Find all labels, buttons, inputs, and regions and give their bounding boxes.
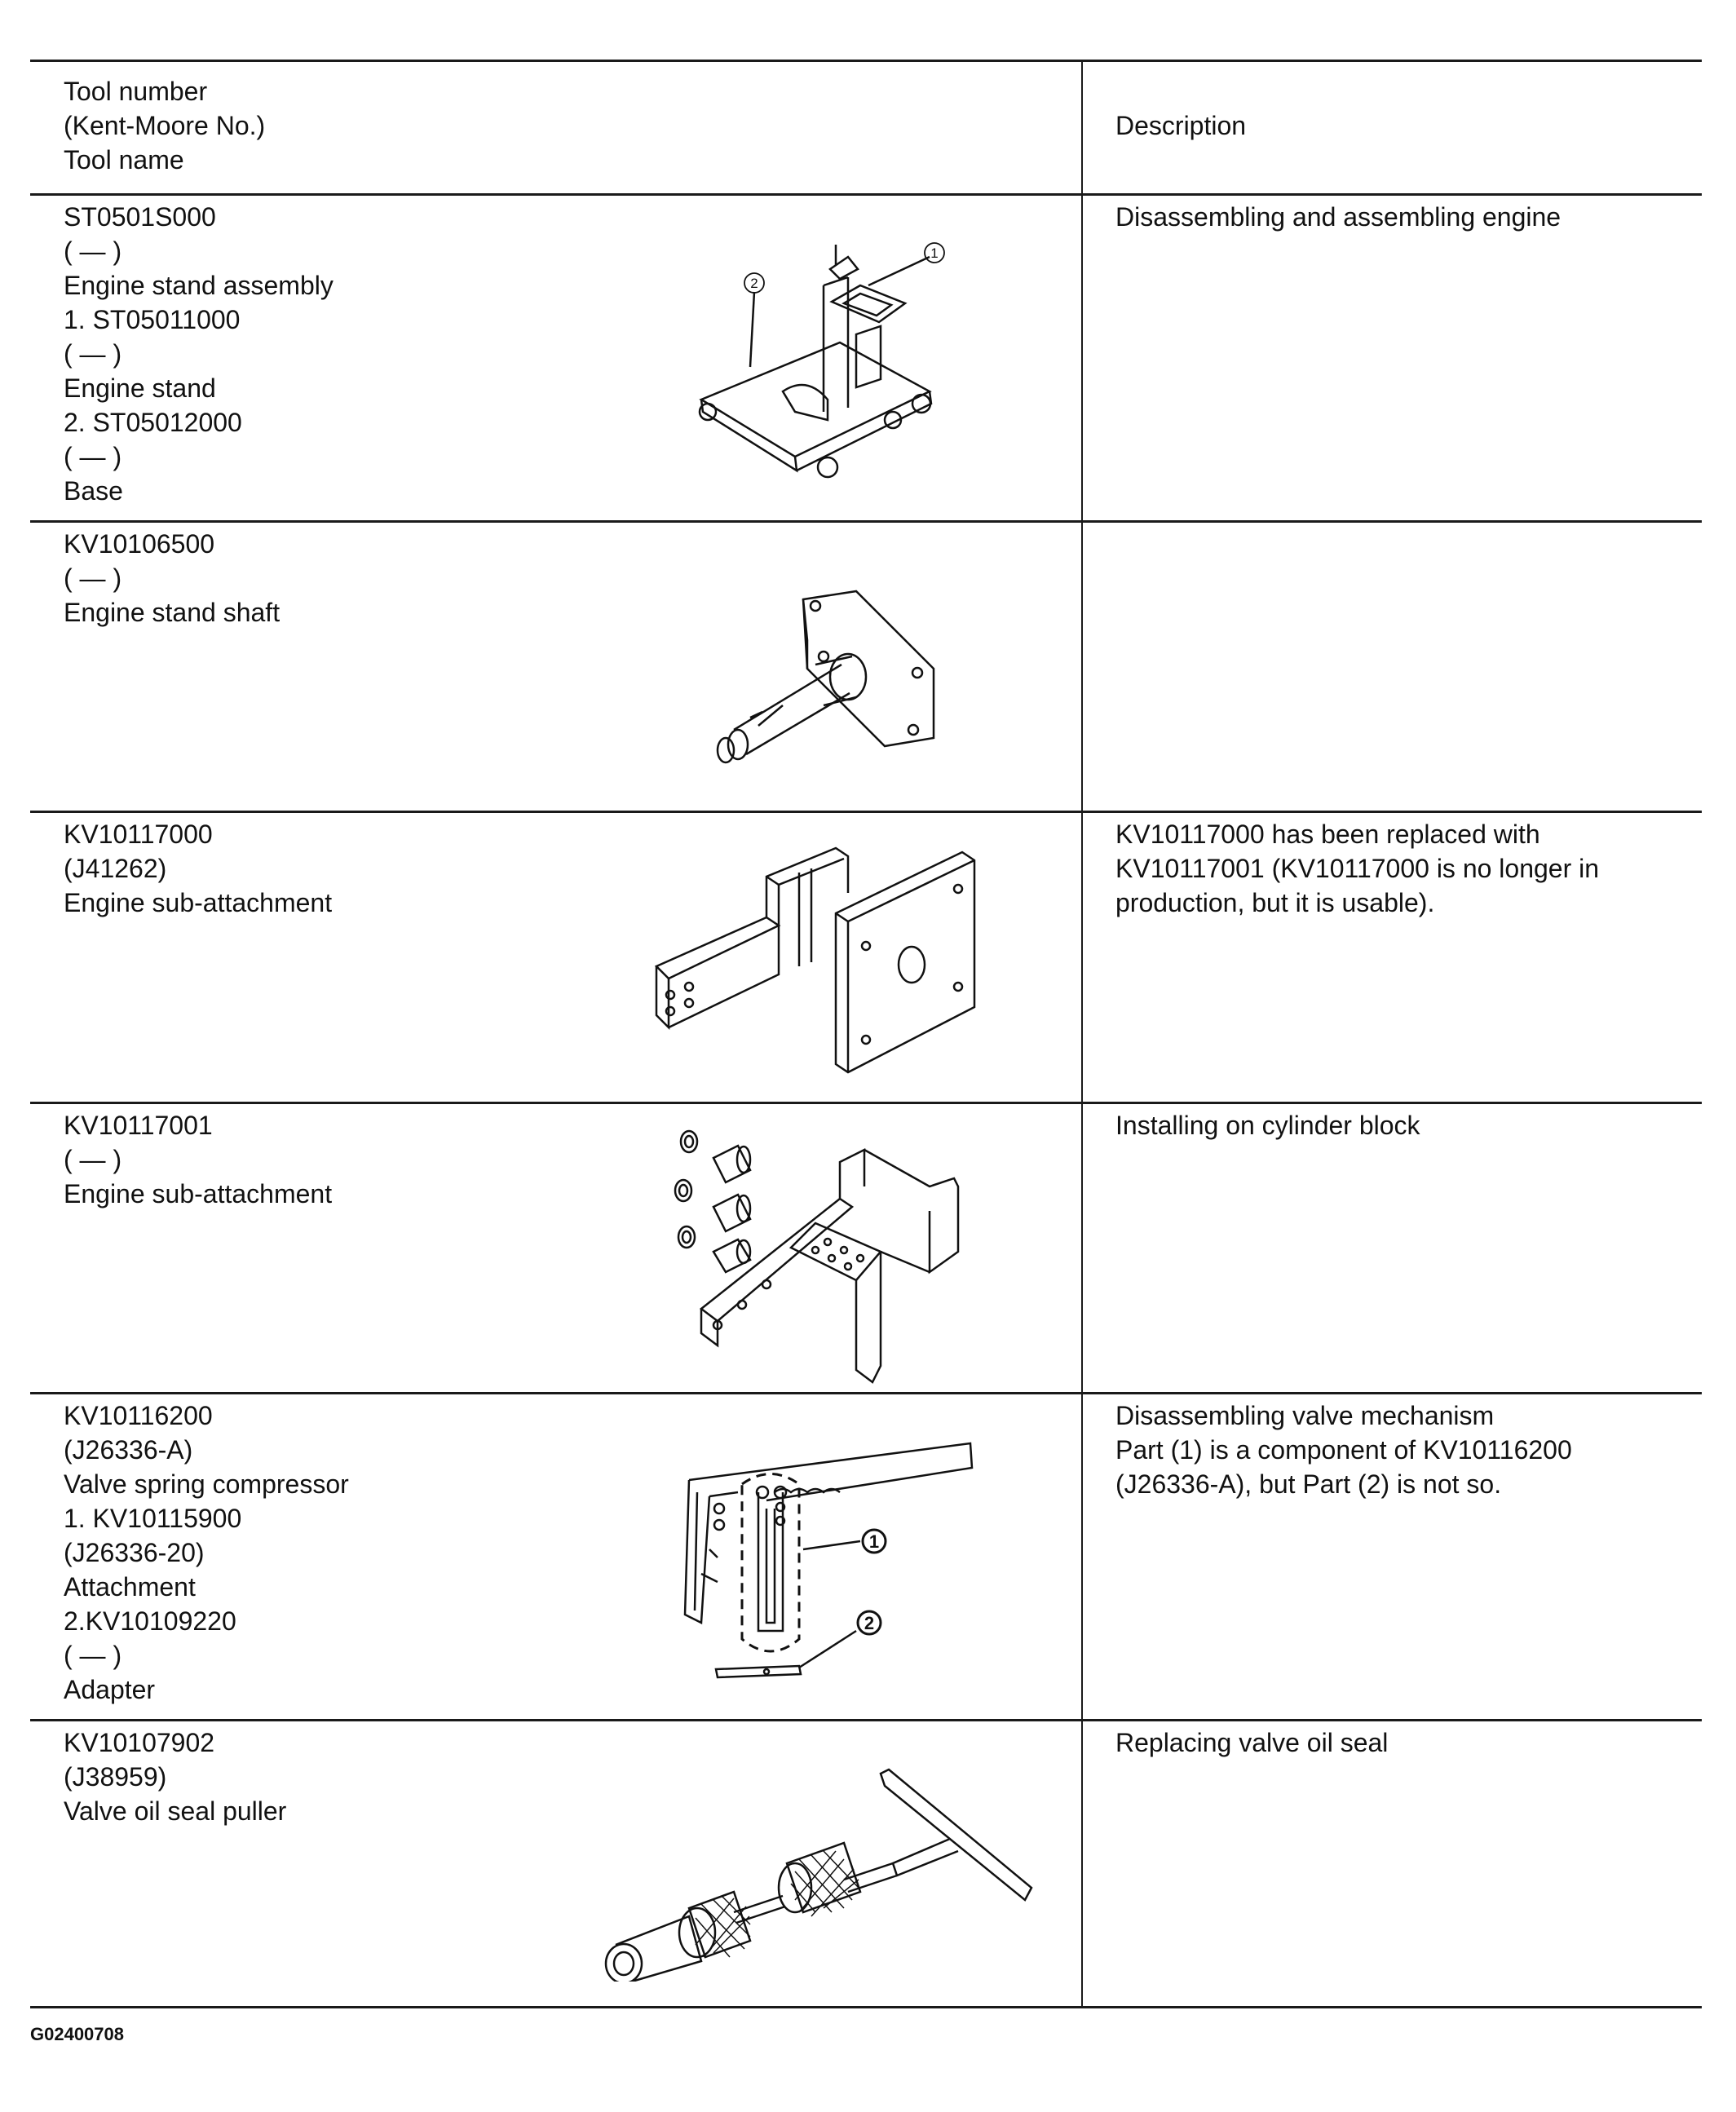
engine-sub-attachment-kit-illustration bbox=[669, 1121, 970, 1390]
tool-line: Engine stand shaft bbox=[64, 598, 280, 627]
callout-1: 1 bbox=[868, 1531, 880, 1552]
column-divider bbox=[1081, 60, 1083, 2008]
tool-line: (J41262) bbox=[64, 854, 167, 883]
tool-line: Engine sub-attachment bbox=[64, 1179, 333, 1208]
description-line: Replacing valve oil seal bbox=[1115, 1728, 1389, 1757]
description-cell bbox=[1115, 200, 1561, 234]
description-line: Disassembling and assembling engine bbox=[1115, 202, 1562, 232]
tool-line: KV10117000 bbox=[64, 820, 213, 849]
description-line: Installing on cylinder block bbox=[1115, 1111, 1420, 1140]
tool-line: Attachment bbox=[64, 1572, 196, 1602]
figure-code: G02400708 bbox=[30, 2024, 124, 2044]
tool-line: Adapter bbox=[64, 1675, 156, 1704]
tool-line: Base bbox=[64, 476, 123, 506]
tool-cell-kv10117000 bbox=[64, 817, 332, 920]
tool-line: 2.KV10109220 bbox=[64, 1606, 236, 1636]
tool-line: 2. ST05012000 bbox=[64, 408, 242, 437]
tool-line: (J38959) bbox=[64, 1762, 167, 1792]
callout-2: 2 bbox=[750, 276, 758, 291]
tool-line: Engine stand assembly bbox=[64, 271, 334, 300]
tool-line: Engine sub-attachment bbox=[64, 888, 333, 917]
row-divider bbox=[30, 1392, 1702, 1394]
engine-stand-shaft-illustration bbox=[701, 583, 946, 771]
description-cell bbox=[1115, 1108, 1420, 1142]
tool-line: Valve oil seal puller bbox=[64, 1796, 287, 1826]
description-line: Part (1) is a component of KV10116200 bbox=[1115, 1435, 1572, 1465]
tool-line: Engine stand bbox=[64, 373, 216, 403]
row-divider bbox=[30, 520, 1702, 523]
tool-cell-kv10117001 bbox=[64, 1108, 332, 1211]
description-cell bbox=[1115, 817, 1599, 920]
engine-sub-attachment-illustration bbox=[652, 844, 987, 1089]
tool-line: KV10116200 bbox=[64, 1401, 213, 1430]
tool-line: (J26336-20) bbox=[64, 1538, 205, 1567]
tool-line: KV10117001 bbox=[64, 1111, 213, 1140]
tool-cell-st0501s000 bbox=[64, 200, 334, 508]
tool-line: 1. KV10115900 bbox=[64, 1504, 242, 1533]
row-divider bbox=[30, 1719, 1702, 1721]
header-line: (Kent-Moore No.) bbox=[64, 111, 266, 140]
tool-line: ( — ) bbox=[64, 442, 122, 471]
tool-line: KV10106500 bbox=[64, 529, 215, 559]
header-line: Tool name bbox=[64, 145, 184, 175]
tool-line: 1. ST05011000 bbox=[64, 305, 241, 334]
tool-line: Valve spring compressor bbox=[64, 1469, 349, 1499]
description-cell bbox=[1115, 1398, 1572, 1501]
header-description: Description bbox=[1115, 111, 1247, 140]
table-top-rule bbox=[30, 60, 1702, 62]
valve-spring-compressor-illustration bbox=[677, 1435, 978, 1688]
description-cell bbox=[1115, 1725, 1388, 1760]
description-line: production, but it is usable). bbox=[1115, 888, 1435, 917]
tool-cell-kv10106500 bbox=[64, 527, 280, 630]
tool-cell-kv10107902 bbox=[64, 1725, 286, 1828]
callout-1: 1 bbox=[930, 245, 939, 261]
row-divider bbox=[30, 1102, 1702, 1104]
tool-line: ( — ) bbox=[64, 1145, 122, 1174]
tool-line: ST0501S000 bbox=[64, 202, 216, 232]
tool-line: ( — ) bbox=[64, 339, 122, 369]
description-line: KV10117001 (KV10117000 is no longer in bbox=[1115, 854, 1600, 883]
header-tool-column bbox=[64, 74, 265, 177]
tool-cell-kv10116200 bbox=[64, 1398, 349, 1707]
tool-line: KV10107902 bbox=[64, 1728, 215, 1757]
row-divider bbox=[30, 811, 1702, 813]
tool-line: ( — ) bbox=[64, 236, 122, 266]
description-line: (J26336-A), but Part (2) is not so. bbox=[1115, 1469, 1502, 1499]
tool-line: ( — ) bbox=[64, 1641, 122, 1670]
table-bottom-rule bbox=[30, 2006, 1702, 2008]
header-bottom-rule bbox=[30, 193, 1702, 196]
engine-stand-illustration bbox=[685, 236, 954, 497]
tool-line: ( — ) bbox=[64, 563, 122, 593]
tool-line: (J26336-A) bbox=[64, 1435, 193, 1465]
callout-2: 2 bbox=[864, 1613, 875, 1633]
valve-oil-seal-puller-illustration bbox=[599, 1761, 1040, 1982]
header-line: Tool number bbox=[64, 77, 208, 106]
description-line: Disassembling valve mechanism bbox=[1115, 1401, 1495, 1430]
description-line: KV10117000 has been replaced with bbox=[1115, 820, 1540, 849]
